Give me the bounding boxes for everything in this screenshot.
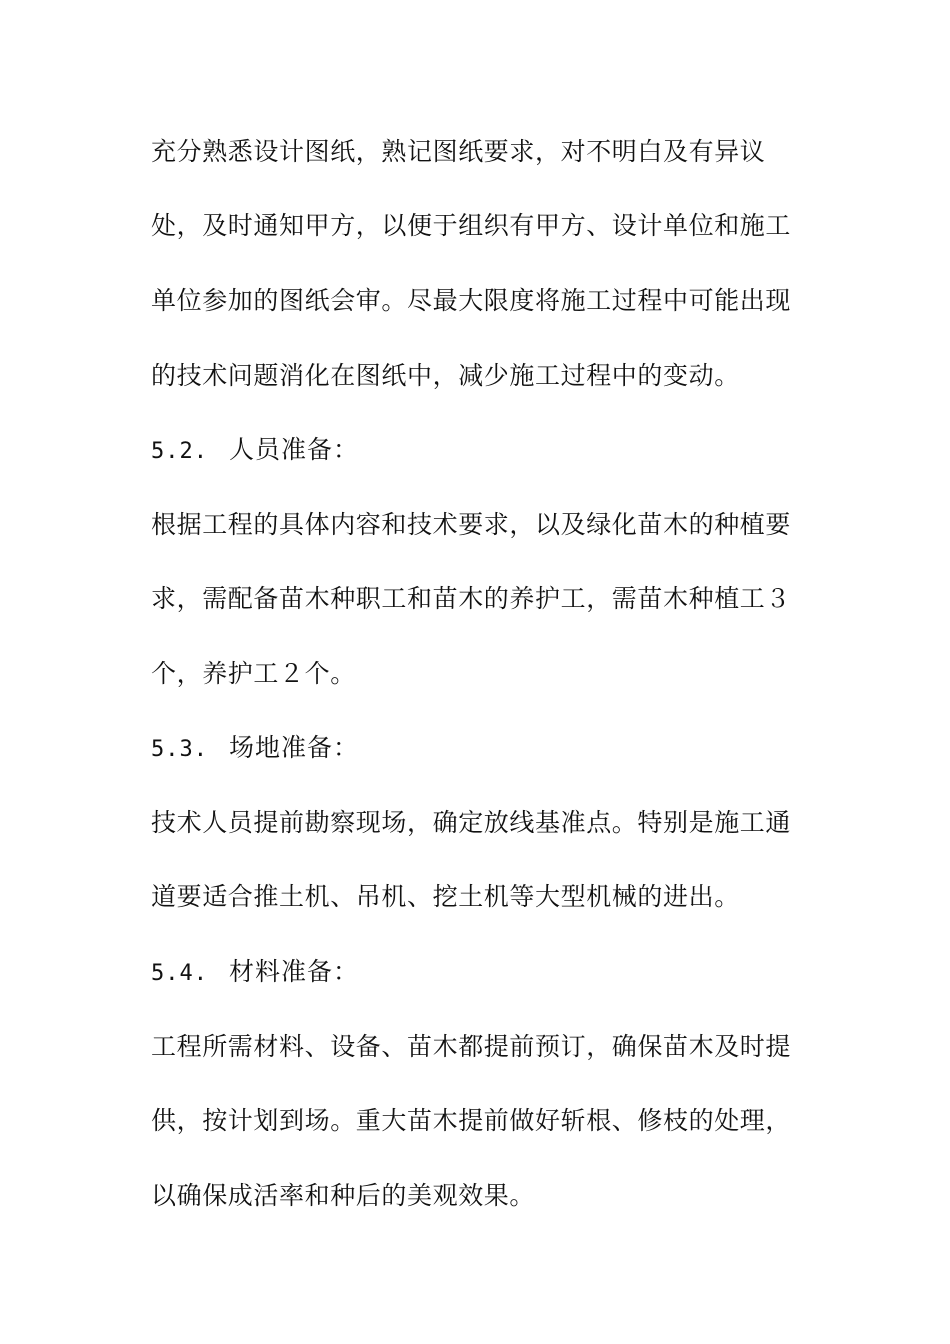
paragraph-line: 供，按计划到场。重大苗木提前做好斩根、修枝的处理， xyxy=(151,1106,792,1135)
section-title: 材料准备： xyxy=(229,957,360,986)
section-heading-5-2 xyxy=(151,434,811,468)
paragraph-line: 以确保成活率和种后的美观效果。 xyxy=(151,1181,536,1210)
paragraph-line: 求，需配备苗木种职工和苗木的养护工，需苗木种植工３ xyxy=(151,584,792,613)
paragraph-line: 的技术问题消化在图纸中，减少施工过程中的变动。 xyxy=(151,361,740,390)
paragraph-line: 处，及时通知甲方，以便于组织有甲方、设计单位和施工 xyxy=(151,211,792,240)
section-number: 5.4. xyxy=(151,961,208,986)
paragraph-line: 根据工程的具体内容和技术要求，以及绿化苗木的种植要 xyxy=(151,510,792,539)
paragraph-line: 充分熟悉设计图纸，熟记图纸要求，对不明白及有异议 xyxy=(151,137,766,166)
paragraph-line: 个，养护工２个。 xyxy=(151,659,356,688)
section-title: 场地准备： xyxy=(229,733,360,762)
section-heading-5-4 xyxy=(151,956,811,990)
paragraph-line: 工程所需材料、设备、苗木都提前预订，确保苗木及时提 xyxy=(151,1032,792,1061)
section-title: 人员准备： xyxy=(229,435,360,464)
section-number: 5.2. xyxy=(151,439,208,464)
paragraph-line: 技术人员提前勘察现场，确定放线基准点。特别是施工通 xyxy=(151,808,792,837)
paragraph-line: 道要适合推土机、吊机、挖土机等大型机械的进出。 xyxy=(151,882,740,911)
paragraph-line: 单位参加的图纸会审。尽最大限度将施工过程中可能出现 xyxy=(151,286,792,315)
section-heading-5-3 xyxy=(151,732,811,766)
section-number: 5.3. xyxy=(151,737,208,762)
